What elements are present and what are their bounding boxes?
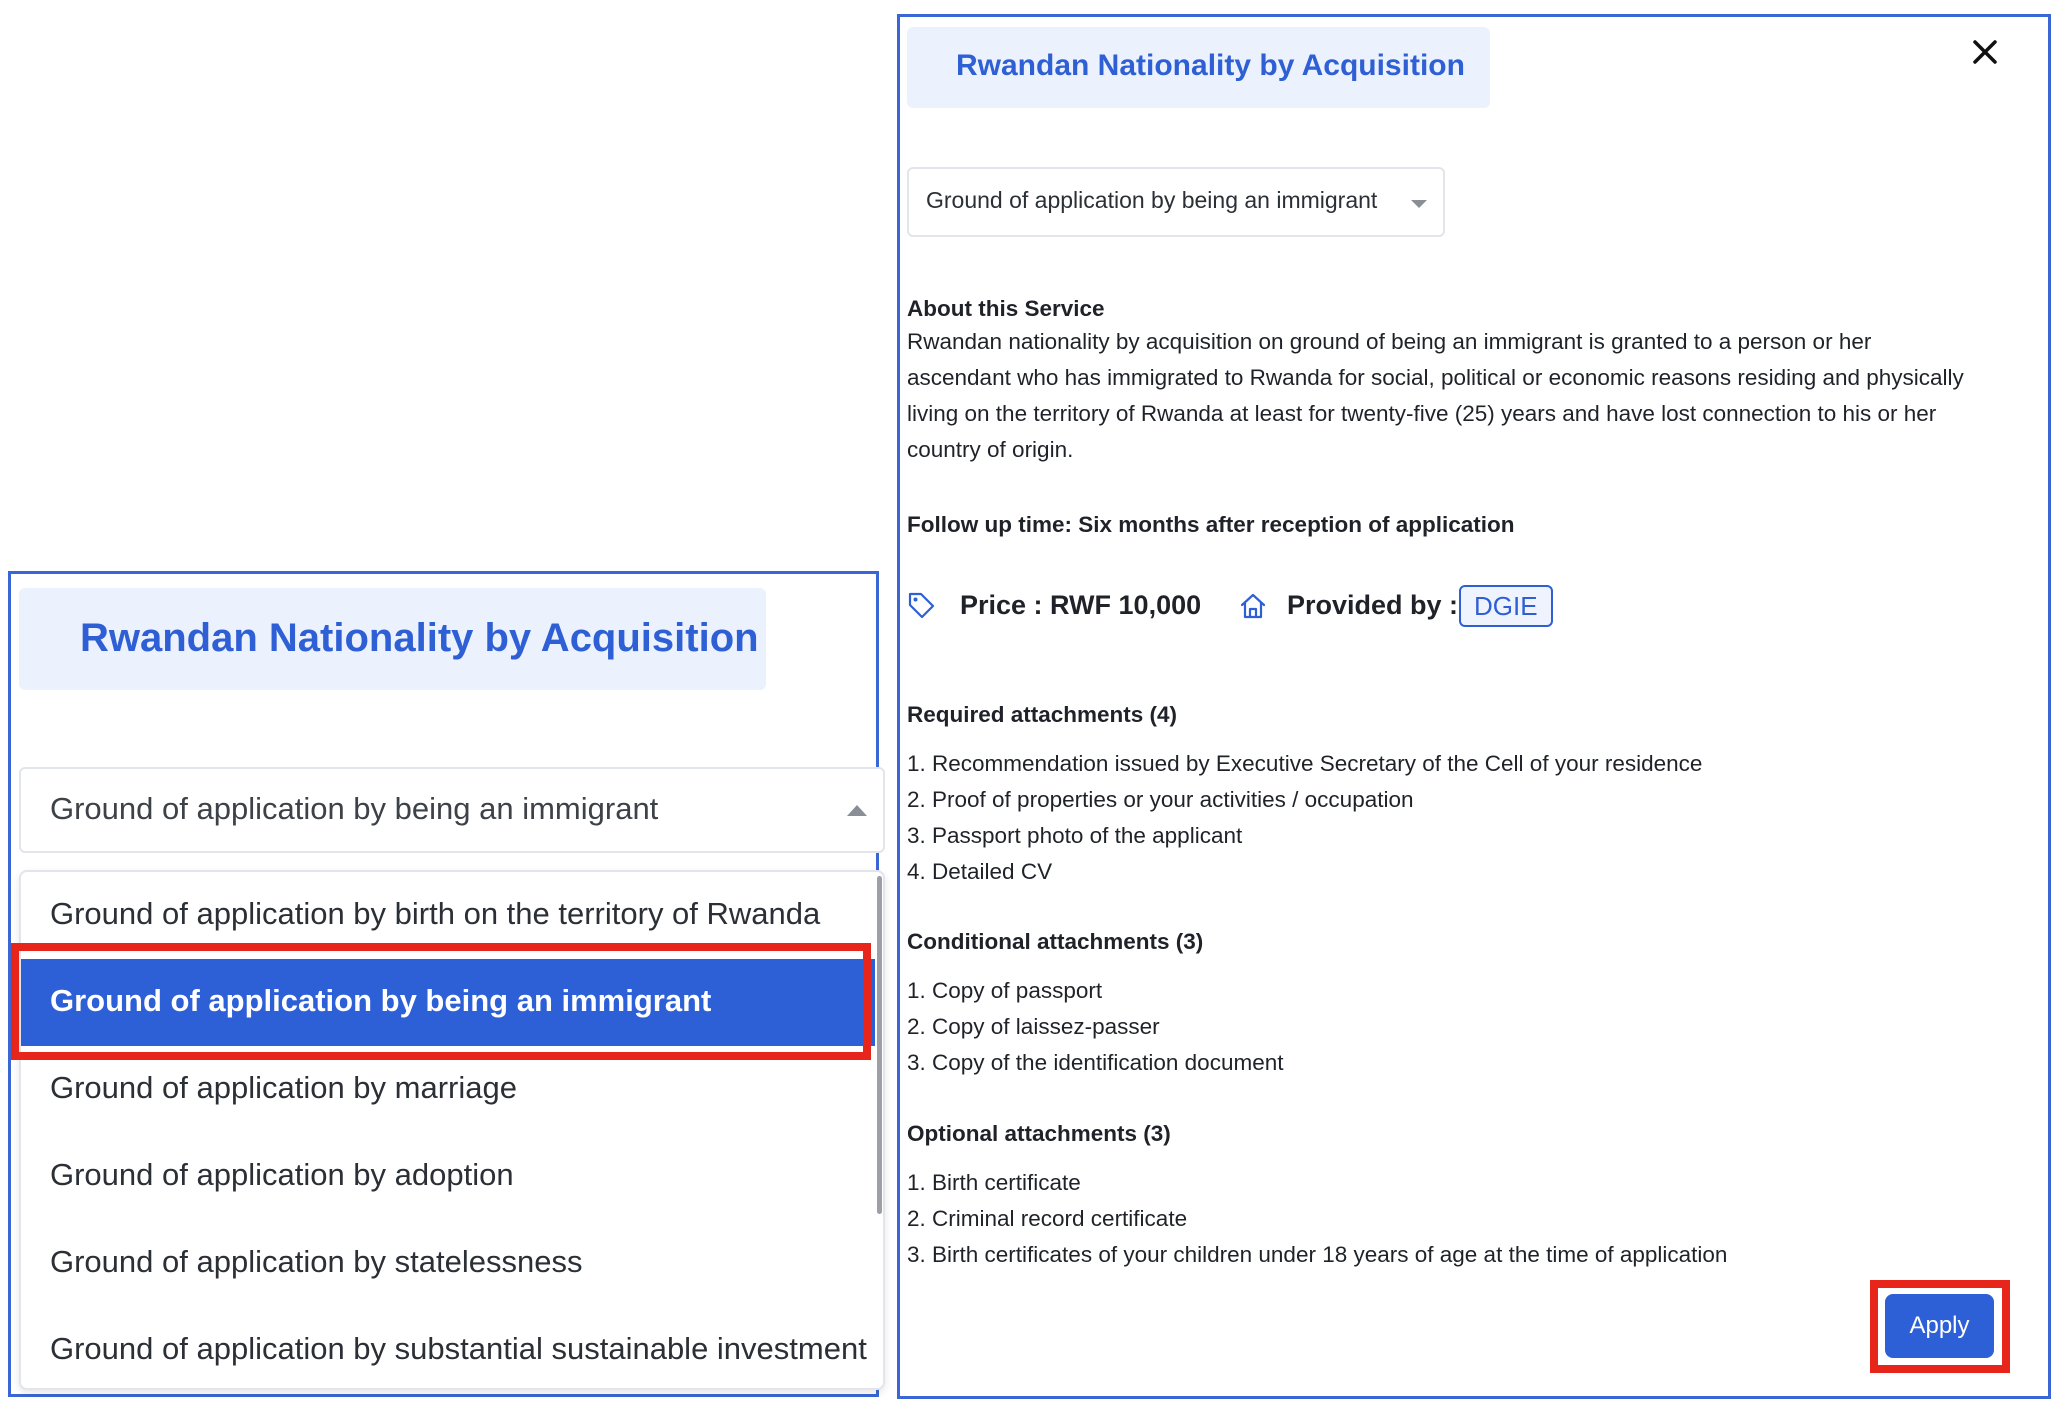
service-title-box [907,27,1490,108]
list-item: 2. Copy of laissez-passer [907,1014,1160,1039]
conditional-list [907,973,1283,1081]
price-label: Price : RWF 10,000 [960,590,1202,620]
options-scrollbar[interactable] [877,876,882,1214]
option-birth[interactable] [21,872,875,959]
option-statelessness[interactable] [21,1220,875,1307]
option-label: Ground of application by birth on the territory of Rwanda [50,896,821,931]
list-item: 3. Passport photo of the applicant [907,823,1243,848]
option-label: Ground of application by substantial sustainable investment [50,1331,867,1366]
ground-select-value: Ground of application by being an immigrant [926,187,1378,213]
option-label: Ground of application by being an immigrant [50,983,712,1018]
ground-select-compact[interactable] [907,167,1445,237]
list-item: 2. Proof of properties or your activities / occupation [907,787,1414,812]
list-item: 1. Copy of passport [907,978,1103,1003]
option-label: Ground of application by adoption [50,1157,514,1192]
caret-up-icon [847,805,867,816]
required-heading: Required attachments (4) [907,702,1178,727]
ground-select-value: Ground of application by being an immigrant [50,791,659,826]
conditional-heading: Conditional attachments (3) [907,929,1204,954]
close-button[interactable] [1966,33,2004,71]
page-title-box [19,588,766,690]
list-item: 1. Recommendation issued by Executive Secretary of the Cell of your residence [907,751,1703,776]
service-title: Rwandan Nationality by Acquisition [956,49,1465,82]
tag-icon [907,591,935,619]
option-marriage[interactable] [21,1046,875,1133]
list-item: 4. Detailed CV [907,859,1053,884]
list-item: 1. Birth certificate [907,1170,1081,1195]
ground-select[interactable] [19,767,885,853]
optional-list [907,1165,1727,1273]
provider-badge[interactable]: DGIE [1459,585,1553,627]
list-item: 3. Copy of the identification document [907,1050,1284,1075]
follow-up-time: Follow up time: Six months after reception of application [907,512,1515,537]
option-label: Ground of application by marriage [50,1070,517,1105]
option-investment[interactable] [21,1307,875,1390]
option-label: Ground of application by statelessness [50,1244,583,1279]
close-icon [1966,33,2004,71]
ground-options-list [19,870,885,1390]
left-panel [8,571,879,1397]
about-heading: About this Service [907,296,1105,321]
price-row [907,583,1907,627]
page-title: Rwandan Nationality by Acquisition [80,616,759,660]
option-adoption[interactable] [21,1133,875,1220]
list-item: 3. Birth certificates of your children under 18 years of age at the time of application [907,1242,1728,1267]
caret-down-icon [1411,200,1427,208]
required-list [907,746,1702,890]
home-icon [1239,592,1267,620]
option-immigrant[interactable] [21,959,875,1046]
list-item: 2. Criminal record certificate [907,1206,1188,1231]
provided-by-label: Provided by : [1287,590,1459,620]
about-text: Rwandan nationality by acquisition on ground of being an immigrant is granted to a person or her ascendant who has immigrated to Rwanda for social, political or economic reasons residing and physically living on the territory of Rwanda at least for twenty-five (25) years and have lost connection to his or her country of origin. [907,329,1964,462]
apply-button[interactable]: Apply [1885,1294,1994,1358]
right-panel [897,14,2051,1399]
optional-heading: Optional attachments (3) [907,1121,1171,1146]
